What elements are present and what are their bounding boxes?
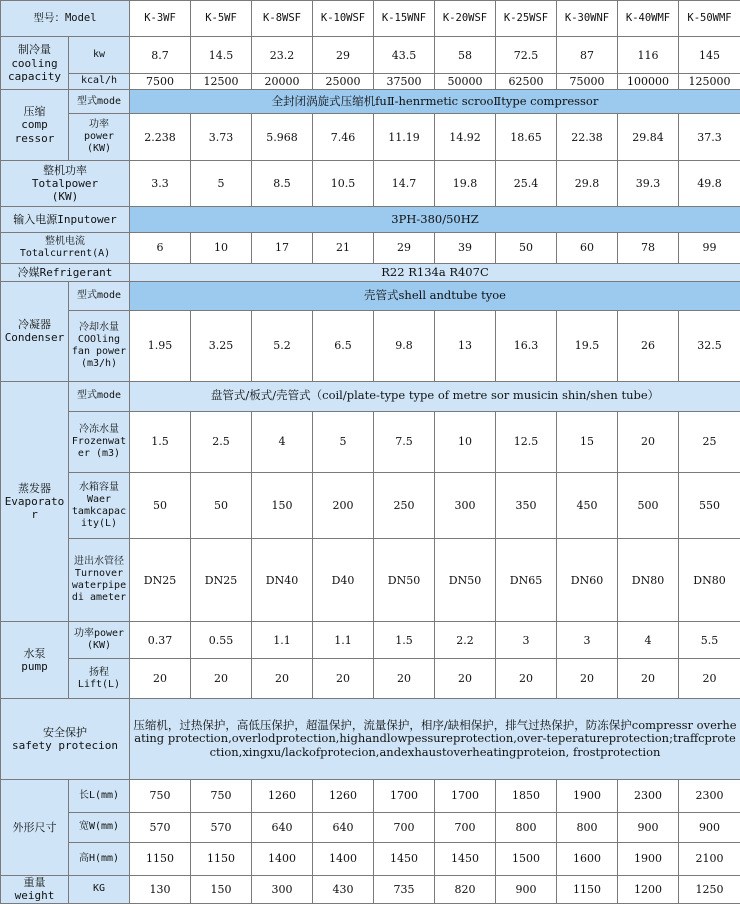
total-power-value: 14.7 <box>374 160 435 207</box>
evaporator-frozen-value: 2.5 <box>191 411 252 472</box>
total-current-value: 99 <box>679 232 740 263</box>
cooling-kcal-row <box>1 73 740 89</box>
refrigerant-row <box>1 264 740 282</box>
total-power-label: 整机功率 Totalpower (KW) <box>1 160 130 207</box>
cooling-kcal-value: 37500 <box>374 73 435 89</box>
evaporator-pipe-value: DN80 <box>679 539 740 622</box>
cooling-kcal-value: 125000 <box>679 73 740 89</box>
pump-power-value: 3 <box>557 622 618 658</box>
weight-value: 1200 <box>618 875 679 903</box>
condenser-flow-value: 32.5 <box>679 310 740 381</box>
cooling-kw-value: 145 <box>679 37 740 73</box>
model-row <box>1 1 740 37</box>
evaporator-pipe-value: DN50 <box>435 539 496 622</box>
pump-power-value: 5.5 <box>679 622 740 658</box>
width-value: 640 <box>252 812 313 842</box>
model-name: K-15WNF <box>374 1 435 37</box>
height-value: 1500 <box>496 843 557 875</box>
weight-value: 1150 <box>557 875 618 903</box>
total-power-value: 29.8 <box>557 160 618 207</box>
total-power-row <box>1 160 740 207</box>
model-name: K-25WSF <box>496 1 557 37</box>
cooling-kcal-value: 7500 <box>130 73 191 89</box>
compressor-power-row <box>1 114 740 161</box>
evaporator-frozen-value: 20 <box>618 411 679 472</box>
weight-value: 735 <box>374 875 435 903</box>
width-value: 570 <box>130 812 191 842</box>
pump-power-value: 1.1 <box>252 622 313 658</box>
pump-lift-value: 20 <box>679 658 740 698</box>
height-value: 2100 <box>679 843 740 875</box>
pump-lift-label: 扬程 Lift(L) <box>69 658 130 698</box>
total-current-row <box>1 232 740 263</box>
evaporator-tank-value: 50 <box>191 472 252 539</box>
height-value: 1400 <box>252 843 313 875</box>
height-label: 高H(mm) <box>69 843 130 875</box>
cooling-kw-value: 14.5 <box>191 37 252 73</box>
total-current-value: 39 <box>435 232 496 263</box>
compressor-type-row <box>1 90 740 114</box>
weight-value: 150 <box>191 875 252 903</box>
evaporator-tank-value: 500 <box>618 472 679 539</box>
condenser-flow-value: 13 <box>435 310 496 381</box>
width-value: 800 <box>496 812 557 842</box>
evaporator-tank-label: 水箱容量 Waer tamkcapac ity(L) <box>69 472 130 539</box>
condenser-flow-label: 冷却水量 COOling fan power (m3/h) <box>69 310 130 381</box>
evaporator-frozen-value: 10 <box>435 411 496 472</box>
length-value: 1850 <box>496 780 557 812</box>
model-name: K-30WNF <box>557 1 618 37</box>
compressor-power-value: 22.38 <box>557 114 618 161</box>
cooling-kw-row <box>1 37 740 73</box>
cooling-kcal-value: 20000 <box>252 73 313 89</box>
evaporator-tank-value: 50 <box>130 472 191 539</box>
pump-power-label: 功率power (KW) <box>69 622 130 658</box>
pump-power-value: 4 <box>618 622 679 658</box>
evaporator-tank-value: 450 <box>557 472 618 539</box>
condenser-flow-row <box>1 310 740 381</box>
total-current-value: 6 <box>130 232 191 263</box>
cooling-kcal-value: 100000 <box>618 73 679 89</box>
cooling-kw-unit: kw <box>69 37 130 73</box>
compressor-type-value: 全封闭涡旋式压缩机fuⅡ-henrmetic scrooⅡtype compressor <box>130 90 740 114</box>
height-value: 1450 <box>435 843 496 875</box>
condenser-label: 冷凝器 Condenser <box>1 282 69 381</box>
evaporator-pipe-value: DN80 <box>618 539 679 622</box>
total-power-value: 39.3 <box>618 160 679 207</box>
safety-label: 安全保护 safety protecion <box>1 699 130 780</box>
model-name: K-5WF <box>191 1 252 37</box>
length-value: 2300 <box>679 780 740 812</box>
compressor-power-label: 功率 power (KW) <box>69 114 130 161</box>
length-value: 1900 <box>557 780 618 812</box>
refrigerant-value: R22 R134a R407C <box>130 264 740 282</box>
pump-power-value: 0.37 <box>130 622 191 658</box>
weight-value: 820 <box>435 875 496 903</box>
compressor-power-value: 37.3 <box>679 114 740 161</box>
total-current-label: 整机电流 Totalcurrent(A) <box>1 232 130 263</box>
evaporator-tank-value: 250 <box>374 472 435 539</box>
pump-power-row <box>1 622 740 658</box>
evaporator-label: 蒸发器 Evaporator <box>1 381 69 622</box>
height-value: 1450 <box>374 843 435 875</box>
length-label: 长L(mm) <box>69 780 130 812</box>
cooling-kw-value: 23.2 <box>252 37 313 73</box>
cooling-kcal-value: 12500 <box>191 73 252 89</box>
pump-power-value: 2.2 <box>435 622 496 658</box>
weight-value: 900 <box>496 875 557 903</box>
refrigerant-label: 冷媒Refrigerant <box>1 264 130 282</box>
compressor-power-value: 5.968 <box>252 114 313 161</box>
length-value: 750 <box>130 780 191 812</box>
total-power-value: 8.5 <box>252 160 313 207</box>
model-name: K-20WSF <box>435 1 496 37</box>
condenser-flow-value: 19.5 <box>557 310 618 381</box>
pump-power-value: 0.55 <box>191 622 252 658</box>
evaporator-tank-row <box>1 472 740 539</box>
evaporator-pipe-value: DN60 <box>557 539 618 622</box>
total-current-value: 21 <box>313 232 374 263</box>
evaporator-frozen-value: 5 <box>313 411 374 472</box>
compressor-power-value: 2.238 <box>130 114 191 161</box>
weight-value: 1250 <box>679 875 740 903</box>
weight-row <box>1 875 740 903</box>
height-value: 1600 <box>557 843 618 875</box>
height-value: 1150 <box>130 843 191 875</box>
total-current-value: 50 <box>496 232 557 263</box>
width-value: 900 <box>679 812 740 842</box>
weight-value: 130 <box>130 875 191 903</box>
width-value: 640 <box>313 812 374 842</box>
pump-label: 水泵 pump <box>1 622 69 699</box>
condenser-type-value: 壳管式shell andtube tyoe <box>130 282 740 310</box>
total-power-value: 19.8 <box>435 160 496 207</box>
weight-label: 重量 weight <box>1 875 69 903</box>
total-power-value: 10.5 <box>313 160 374 207</box>
condenser-type-row <box>1 282 740 310</box>
input-power-value: 3PH-380/50HZ <box>130 207 740 232</box>
evaporator-tank-value: 200 <box>313 472 374 539</box>
condenser-flow-value: 6.5 <box>313 310 374 381</box>
height-value: 1150 <box>191 843 252 875</box>
length-value: 1700 <box>374 780 435 812</box>
cooling-kcal-unit: kcal/h <box>69 73 130 89</box>
evaporator-tank-value: 150 <box>252 472 313 539</box>
condenser-flow-value: 9.8 <box>374 310 435 381</box>
input-power-row <box>1 207 740 232</box>
safety-row <box>1 699 740 780</box>
pump-lift-value: 20 <box>252 658 313 698</box>
dimensions-label: 外形尺寸 <box>1 780 69 875</box>
height-row <box>1 843 740 875</box>
total-current-value: 78 <box>618 232 679 263</box>
total-power-value: 5 <box>191 160 252 207</box>
evaporator-pipe-value: DN50 <box>374 539 435 622</box>
total-current-value: 60 <box>557 232 618 263</box>
pump-power-value: 1.5 <box>374 622 435 658</box>
evaporator-frozen-value: 4 <box>252 411 313 472</box>
length-value: 1260 <box>252 780 313 812</box>
total-power-value: 25.4 <box>496 160 557 207</box>
length-value: 1700 <box>435 780 496 812</box>
cooling-kw-value: 116 <box>618 37 679 73</box>
width-value: 700 <box>374 812 435 842</box>
pump-lift-value: 20 <box>374 658 435 698</box>
cooling-kcal-value: 62500 <box>496 73 557 89</box>
condenser-flow-value: 16.3 <box>496 310 557 381</box>
condenser-flow-value: 26 <box>618 310 679 381</box>
height-value: 1900 <box>618 843 679 875</box>
cooling-capacity-label: 制冷量 cooling capacity <box>1 37 69 90</box>
width-value: 900 <box>618 812 679 842</box>
length-value: 2300 <box>618 780 679 812</box>
evaporator-pipe-value: DN65 <box>496 539 557 622</box>
cooling-kw-value: 72.5 <box>496 37 557 73</box>
evaporator-tank-value: 350 <box>496 472 557 539</box>
evaporator-pipe-value: DN25 <box>191 539 252 622</box>
pump-lift-value: 20 <box>618 658 679 698</box>
safety-value: 压缩机，过热保护，高低压保护，超温保护，流量保护，相序/缺相保护，排气过热保护，防冻保护compressr overheating protection,overlodprotection,highandlowpessureprotection,over-teperatureprotection;traffcprotection,xingxu/lackofprotecion,andexhaustoverheatingproteion, frostprotection <box>130 699 740 780</box>
model-name: K-10WSF <box>313 1 374 37</box>
pump-power-value: 1.1 <box>313 622 374 658</box>
input-power-label: 输入电源Inputower <box>1 207 130 232</box>
evaporator-type-row <box>1 381 740 411</box>
evaporator-frozen-value: 7.5 <box>374 411 435 472</box>
length-row <box>1 780 740 812</box>
total-current-value: 10 <box>191 232 252 263</box>
width-value: 800 <box>557 812 618 842</box>
condenser-flow-value: 5.2 <box>252 310 313 381</box>
compressor-power-value: 3.73 <box>191 114 252 161</box>
compressor-power-value: 29.84 <box>618 114 679 161</box>
evaporator-pipe-label: 进出水管径 Turnover waterpipe di ameter <box>69 539 130 622</box>
total-current-value: 29 <box>374 232 435 263</box>
length-value: 750 <box>191 780 252 812</box>
evaporator-frozen-value: 1.5 <box>130 411 191 472</box>
model-name: K-3WF <box>130 1 191 37</box>
model-name: K-50WMF <box>679 1 740 37</box>
pump-lift-value: 20 <box>313 658 374 698</box>
pump-lift-value: 20 <box>191 658 252 698</box>
pump-lift-value: 20 <box>130 658 191 698</box>
height-value: 1400 <box>313 843 374 875</box>
evaporator-frozen-value: 25 <box>679 411 740 472</box>
width-value: 570 <box>191 812 252 842</box>
length-value: 1260 <box>313 780 374 812</box>
width-row <box>1 812 740 842</box>
condenser-flow-value: 1.95 <box>130 310 191 381</box>
evaporator-tank-value: 550 <box>679 472 740 539</box>
total-power-value: 3.3 <box>130 160 191 207</box>
evaporator-tank-value: 300 <box>435 472 496 539</box>
pump-lift-value: 20 <box>435 658 496 698</box>
model-name: K-8WSF <box>252 1 313 37</box>
evaporator-type-value: 盘管式/板式/壳管式（coil/plate-type type of metre sor musicin shin/shen tube） <box>130 381 740 411</box>
compressor-power-value: 14.92 <box>435 114 496 161</box>
model-header-label: 型号：Model <box>1 1 130 37</box>
cooling-kw-value: 87 <box>557 37 618 73</box>
evaporator-pipe-row <box>1 539 740 622</box>
cooling-kw-value: 58 <box>435 37 496 73</box>
compressor-label: 压缩 comp ressor <box>1 90 69 161</box>
pump-power-value: 3 <box>496 622 557 658</box>
total-current-value: 17 <box>252 232 313 263</box>
condenser-flow-value: 3.25 <box>191 310 252 381</box>
compressor-type-label: 型式mode <box>69 90 130 114</box>
evaporator-frozen-value: 15 <box>557 411 618 472</box>
evaporator-pipe-value: DN40 <box>252 539 313 622</box>
condenser-type-label: 型式mode <box>69 282 130 310</box>
weight-value: 430 <box>313 875 374 903</box>
evaporator-type-label: 型式mode <box>69 381 130 411</box>
compressor-power-value: 18.65 <box>496 114 557 161</box>
cooling-kw-value: 43.5 <box>374 37 435 73</box>
cooling-kw-value: 29 <box>313 37 374 73</box>
weight-value: 300 <box>252 875 313 903</box>
pump-lift-row <box>1 658 740 698</box>
cooling-kcal-value: 75000 <box>557 73 618 89</box>
total-power-value: 49.8 <box>679 160 740 207</box>
weight-unit: KG <box>69 875 130 903</box>
compressor-power-value: 7.46 <box>313 114 374 161</box>
compressor-power-value: 11.19 <box>374 114 435 161</box>
cooling-kcal-value: 50000 <box>435 73 496 89</box>
evaporator-pipe-value: D40 <box>313 539 374 622</box>
evaporator-pipe-value: DN25 <box>130 539 191 622</box>
cooling-kcal-value: 25000 <box>313 73 374 89</box>
pump-lift-value: 20 <box>496 658 557 698</box>
evaporator-frozen-value: 12.5 <box>496 411 557 472</box>
pump-lift-value: 20 <box>557 658 618 698</box>
evaporator-frozen-row <box>1 411 740 472</box>
evaporator-frozen-label: 冷冻水量 Frozenwat er (m3) <box>69 411 130 472</box>
width-label: 宽W(mm) <box>69 812 130 842</box>
cooling-kw-value: 8.7 <box>130 37 191 73</box>
width-value: 700 <box>435 812 496 842</box>
model-name: K-40WMF <box>618 1 679 37</box>
